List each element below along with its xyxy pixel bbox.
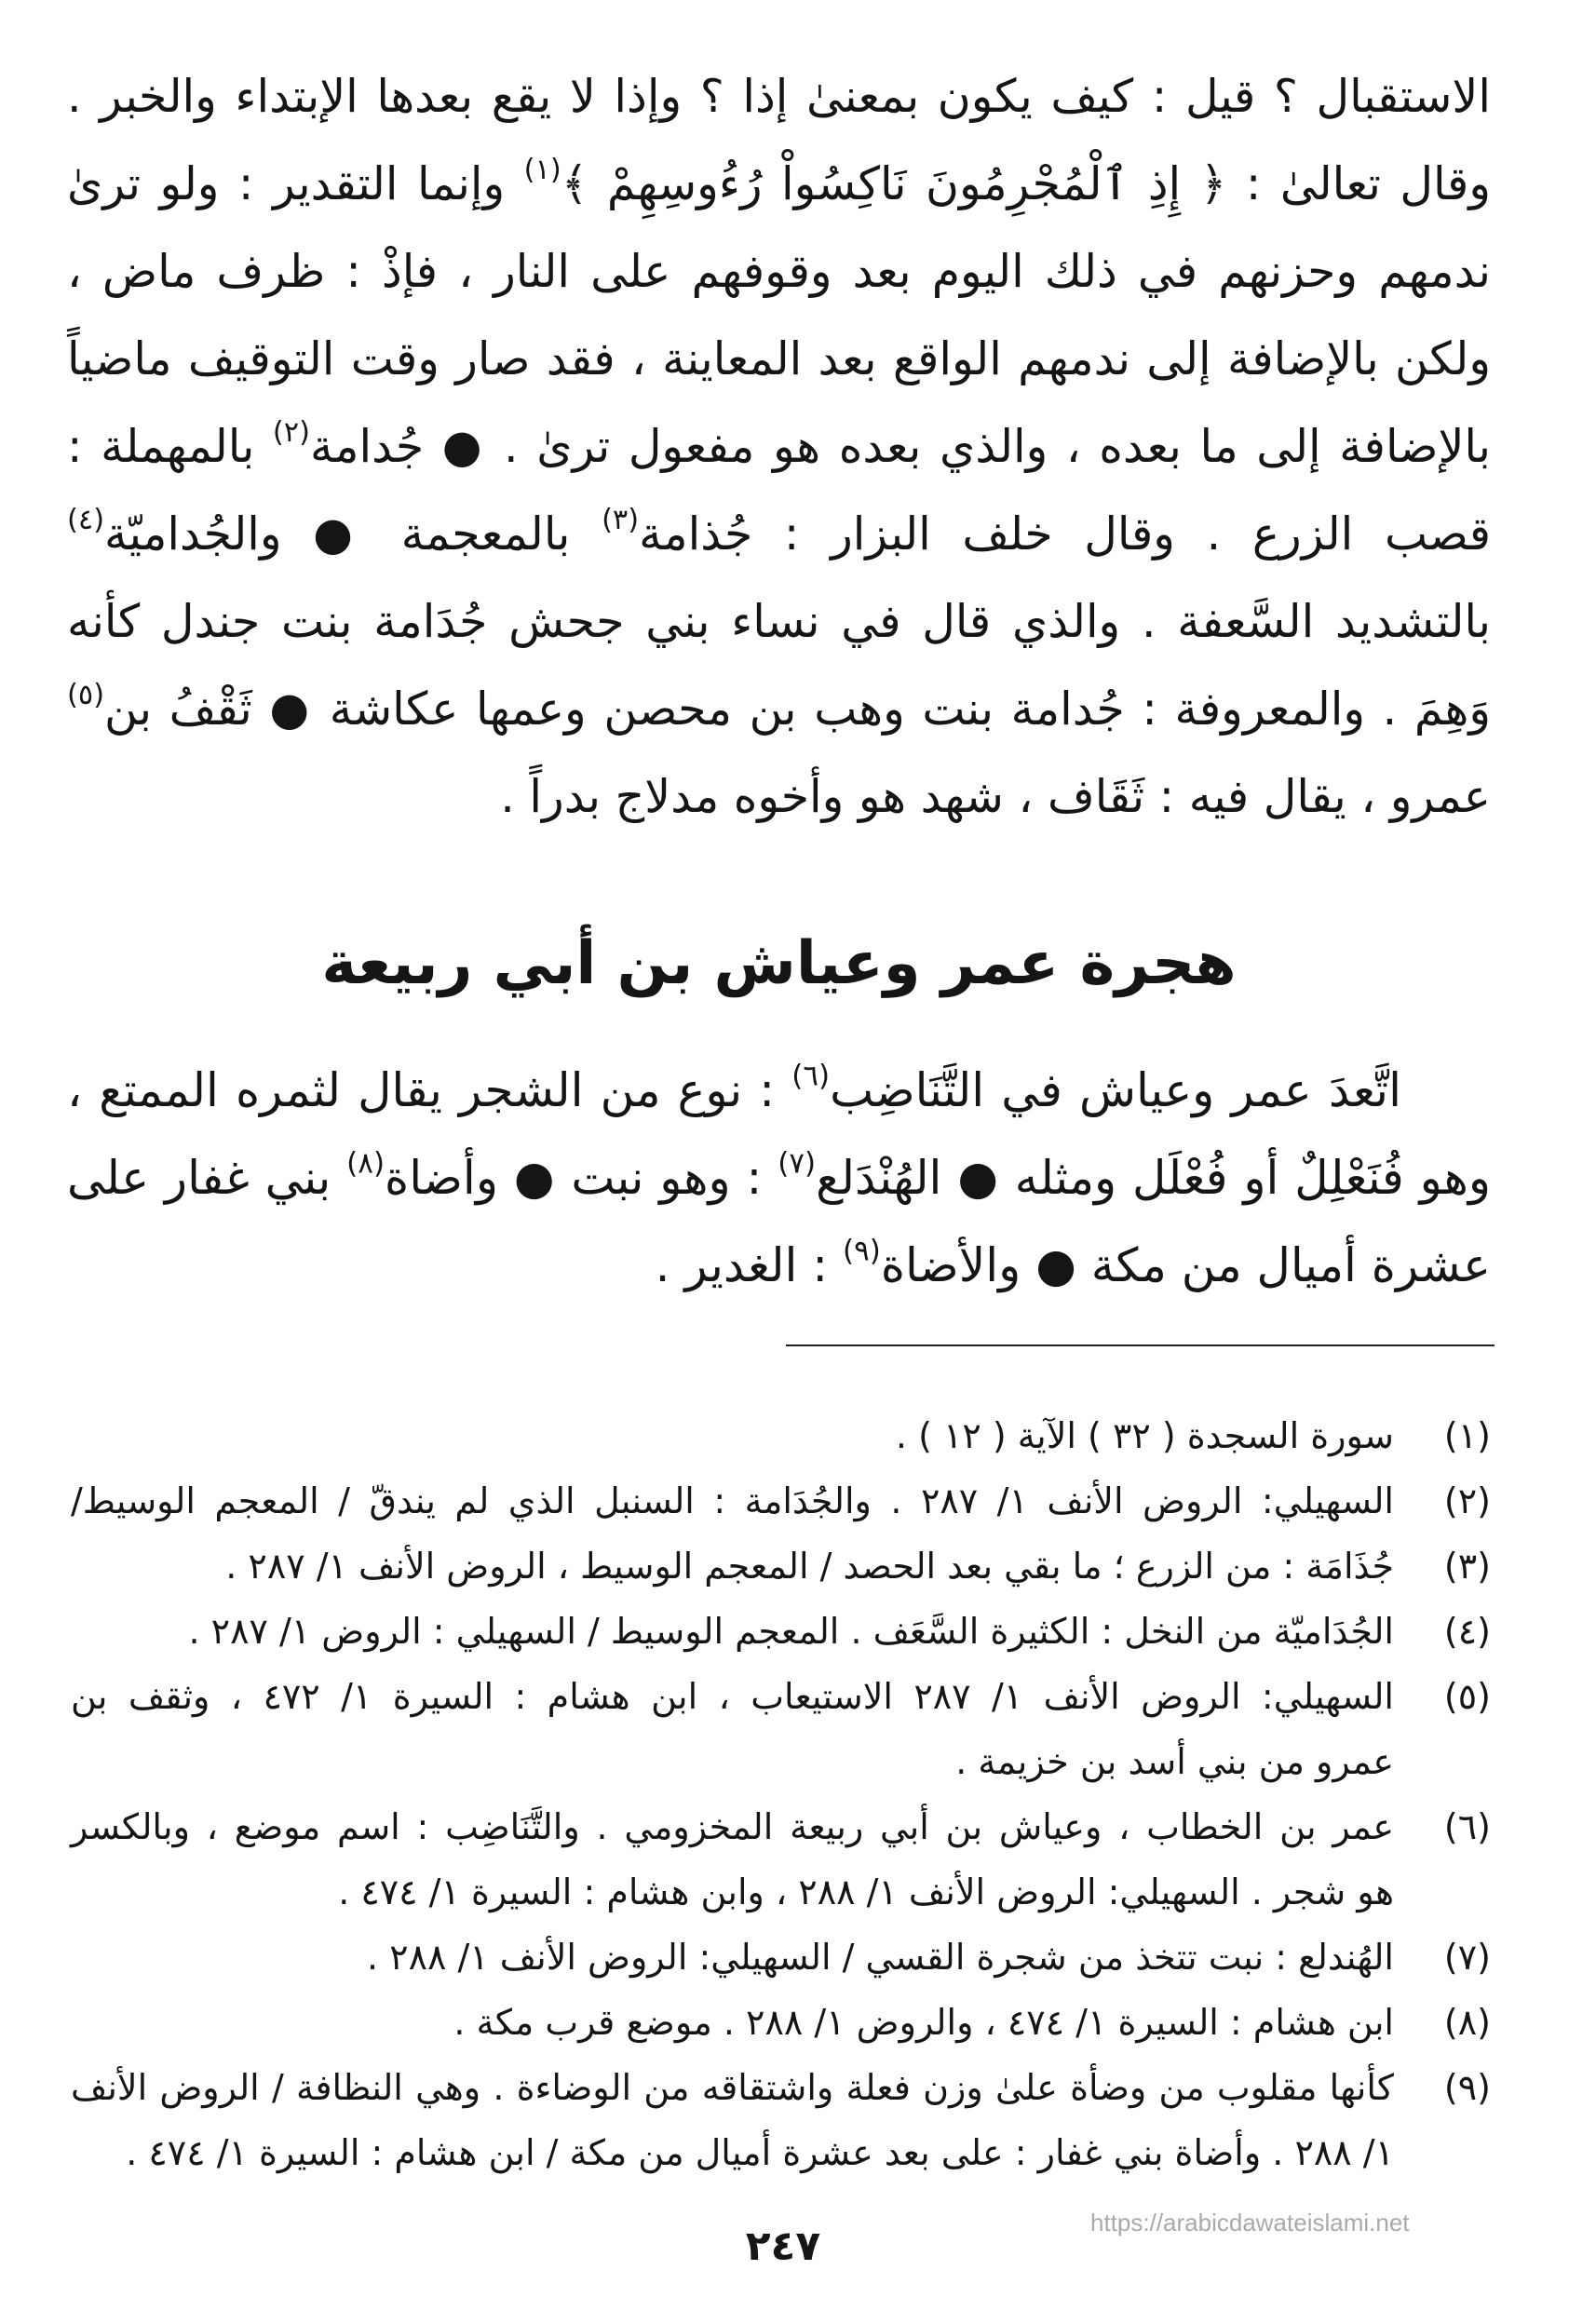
footnote-number: (١) (1443, 1415, 1491, 1456)
footnote-number: (٢) (1443, 1480, 1491, 1521)
footnote-text-line: الجُدَاميّة من النخل : الكثيرة السَّعَف . المعجم الوسيط / السهيلي : الروض ١/ ٢٨٧ . (188, 1611, 1394, 1652)
footnote-text-line: ابن هشام : السيرة ١/ ٤٧٤ ، والروض ١/ ٢٨٨ . موضع قرب مكة . (453, 2002, 1394, 2043)
footnote-3 (71, 1534, 1491, 1599)
footnote-text-line: السهيلي: الروض الأنف ١/ ٢٨٧ الاستيعاب ، ابن هشام : السيرة ١/ ٤٧٢ ، وثقف بن (71, 1676, 1394, 1717)
footnote-number: (٤) (1443, 1611, 1491, 1652)
body-text-segment: عمرو ، يقال فيه : ثَقَاف ، شهد هو وأخوه مدلاج بدراً . (500, 770, 1491, 823)
footnote-number: (٦) (1443, 1806, 1491, 1847)
body-line-3 (67, 228, 1491, 316)
section-text (67, 1047, 1491, 1309)
body-text-segment: عشرة أميال من مكة ● والأضاة (880, 1238, 1491, 1292)
footnote-4 (71, 1599, 1491, 1664)
footnote-text-line: عمر بن الخطاب ، وعياش بن أبي ربيعة المخزومي . والتَّنَاضِب : اسم موضع ، وبالكسر (71, 1806, 1394, 1847)
footnote-2 (71, 1468, 1491, 1534)
footnote-number: (٨) (1443, 2002, 1491, 2043)
footnote-ref-4: (٤) (67, 504, 105, 537)
footnote-text-line: عمرو من بني أسد بن خزيمة . (955, 1741, 1394, 1782)
body-text-segment: بني غفار على (67, 1151, 347, 1205)
footnote-text-line: ١/ ٢٨٨ . وأضاة بني غفار : على بعد عشرة أميال من مكة / ابن هشام : السيرة ١/ ٤٧٤ . (126, 2132, 1394, 2173)
footnote-1 (71, 1403, 1491, 1468)
quran-verse-segment: وقال تعالىٰ : ﴿ إِذِ ٱلْمُجْرِمُونَ نَاكِسُواْ رُءُوسِهِمْ ﴾ (561, 157, 1491, 210)
footnote-ref-7: (٧) (778, 1146, 817, 1181)
body-line-2 (67, 141, 1491, 228)
body-line-5 (67, 403, 1491, 491)
section-line-2 (67, 1134, 1491, 1222)
body-text-segment: بالمعجمة ● والجُداميّة (104, 507, 602, 561)
body-text-segment: بالإضافة إلى ما بعده ، والذي بعده هو مفعول ترىٰ . ● جُدامة (309, 420, 1491, 473)
body-text-segment: بالمهملة : (67, 420, 273, 473)
footnote-ref-5: (٥) (67, 679, 105, 712)
body-text-segment: وَهِمَ . والمعروفة : جُدامة بنت وهب بن محصن وعمها عكاشة ● ثَقْفُ بن (104, 682, 1491, 736)
page-number: ٢٤٧ (745, 2223, 821, 2270)
body-line-7 (67, 578, 1491, 666)
body-line-9 (67, 753, 1491, 841)
body-text-segment: وهو فُنَعْلِلٌ أو فُعْلَل ومثله ● الهُنْدَلع (816, 1151, 1491, 1205)
footnote-7 (71, 1925, 1491, 1990)
body-text-segment: اتَّعدَ عمر وعياش في التَّنَاضِب (830, 1063, 1401, 1117)
body-text-segment: قصب الزرع . وقال خلف البزار : جُذامة (639, 507, 1491, 561)
footnote-5 (71, 1664, 1491, 1794)
footnote-8 (71, 1990, 1491, 2055)
footnote-ref-3: (٣) (602, 504, 640, 537)
footnote-ref-9: (٩) (842, 1234, 881, 1268)
footnote-text-line: هو شجر . السهيلي: الروض الأنف ١/ ٢٨٨ ، وابن هشام : السيرة ١/ ٤٧٤ . (338, 1871, 1394, 1912)
footnote-text-line: السهيلي: الروض الأنف ١/ ٢٨٧ . والجُدَامة : السنبل الذي لم يندقّ / المعجم الوسيط/ (71, 1480, 1394, 1521)
footnote-ref-2: (٢) (272, 416, 310, 450)
body-text-segment: وإنما التقدير : ولو ترىٰ (67, 157, 524, 210)
body-line-6 (67, 491, 1491, 578)
body-text-segment: : نوع من الشجر يقال لثمره الممتع ، (67, 1063, 792, 1117)
section-line-3 (67, 1222, 1491, 1309)
watermark-url: https://arabicdawateislami.net (1090, 2209, 1410, 2236)
footnote-ref-6: (٦) (791, 1059, 831, 1093)
footnote-separator-rule (786, 1344, 1495, 1346)
section-heading-block (67, 917, 1491, 1010)
body-text-segment: : الغدير . (655, 1238, 843, 1292)
section-line-1 (67, 1047, 1491, 1134)
footnote-9 (71, 2055, 1491, 2185)
body-line-1 (67, 53, 1491, 141)
section-heading: هجرة عمر وعياش بن أبي ربيعة (321, 929, 1237, 998)
footnote-text-line: كأنها مقلوب من وضأة علىٰ وزن فعلة واشتقاقه من الوضاءة . وهي النظافة / الروض الأنف (71, 2067, 1394, 2108)
footnote-text-line: جُذَامَة : من الزرع ؛ ما بقي بعد الحصد / المعجم الوسيط ، الروض الأنف ١/ ٢٨٧ . (225, 1546, 1394, 1587)
body-text (67, 53, 1491, 841)
body-text-segment: الاستقبال ؟ قيل : كيف يكون بمعنىٰ إذا ؟ وإذا لا يقع بعدها الإبتداء والخبر . (67, 70, 1491, 123)
footnote-number: (٧) (1443, 1937, 1491, 1978)
footnote-ref-8: (٨) (346, 1146, 385, 1181)
footnote-text-line: الهُندلع : نبت تتخذ من شجرة القسي / السهيلي: الروض الأنف ١/ ٢٨٨ . (366, 1937, 1394, 1978)
body-text-segment: ولكن بالإضافة إلى ندمهم الواقع بعد المعاينة ، فقد صار وقت التوقيف ماضياً (67, 332, 1491, 385)
footnote-text-line: سورة السجدة ( ٣٢ ) الآية ( ١٢ ) . (895, 1415, 1394, 1456)
body-text-segment: ندمهم وحزنهم في ذلك اليوم بعد وقوفهم على النار ، فإذْ : ظرف ماض ، (67, 245, 1491, 298)
footnote-6 (71, 1794, 1491, 1925)
body-line-4 (67, 316, 1491, 403)
body-line-8 (67, 666, 1491, 753)
body-text-segment: بالتشديد السَّعفة . والذي قال في نساء بني جحش جُدَامة بنت جندل كأنه (67, 595, 1491, 648)
body-text-segment: : وهو نبت ● وأضاة (385, 1151, 778, 1205)
footnote-number: (٩) (1443, 2067, 1491, 2108)
footnote-number: (٥) (1443, 1676, 1491, 1717)
footnote-number: (٣) (1443, 1546, 1491, 1587)
footnotes (71, 1403, 1491, 2185)
footnote-ref-1: (١) (523, 154, 561, 187)
